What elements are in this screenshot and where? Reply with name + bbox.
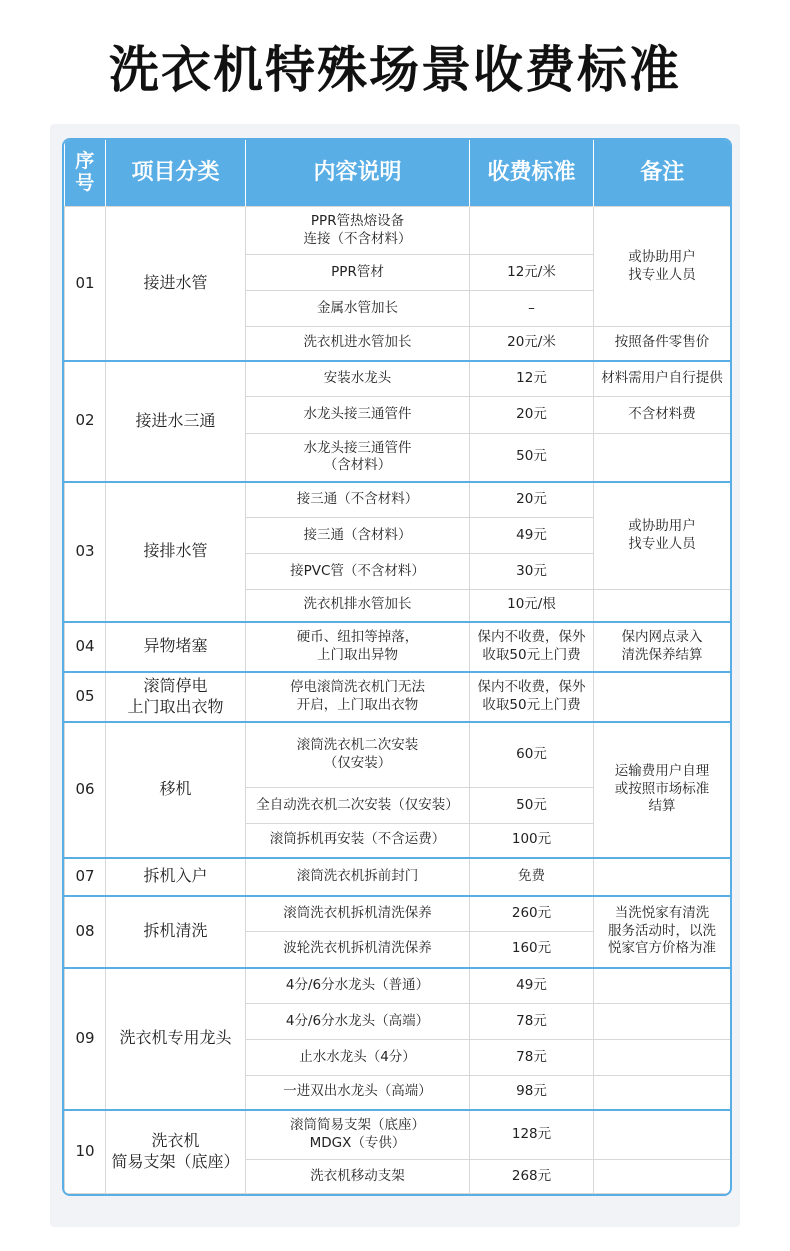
- header-category: 项目分类: [106, 140, 246, 207]
- cell-note: 不含材料费: [594, 397, 731, 434]
- cell-price: 60元: [470, 722, 594, 788]
- cell-note: [594, 1110, 731, 1160]
- cell-price: 50元: [470, 788, 594, 824]
- cell-price: 160元: [470, 932, 594, 968]
- cell-note: 运输费用户自理 或按照市场标准 结算: [594, 722, 731, 858]
- cell-seq: 09: [65, 968, 106, 1110]
- fee-table-container: [62, 138, 732, 1196]
- cell-category: 移机: [106, 722, 246, 858]
- header-price: 收费标准: [470, 140, 594, 207]
- cell-price: 78元: [470, 1040, 594, 1076]
- cell-price: –: [470, 291, 594, 327]
- cell-content: 硬币、纽扣等掉落， 上门取出异物: [246, 622, 470, 672]
- cell-seq: 01: [65, 207, 106, 361]
- cell-note: [594, 1076, 731, 1110]
- cell-price: 保内不收费，保外 收取50元上门费: [470, 672, 594, 722]
- cell-content: 一进双出水龙头（高端）: [246, 1076, 470, 1110]
- cell-content: PPR管材: [246, 255, 470, 291]
- cell-note: 当洗悦家有清洗 服务活动时，以洗 悦家官方价格为准: [594, 896, 731, 968]
- cell-content: 波轮洗衣机拆机清洗保养: [246, 932, 470, 968]
- cell-content: 安装水龙头: [246, 361, 470, 397]
- cell-content: 水龙头接三通管件 （含材料）: [246, 434, 470, 482]
- table-row: [65, 858, 731, 896]
- cell-price: 免费: [470, 858, 594, 896]
- header-seq: 序 号: [65, 140, 106, 207]
- cell-note: 或协助用户 找专业人员: [594, 207, 731, 327]
- cell-seq: 02: [65, 361, 106, 482]
- cell-content: 水龙头接三通管件: [246, 397, 470, 434]
- cell-category: 洗衣机专用龙头: [106, 968, 246, 1110]
- cell-content: PPR管热熔设备 连接（不含材料）: [246, 207, 470, 255]
- table-header-row: [65, 140, 731, 207]
- cell-price: 98元: [470, 1076, 594, 1110]
- cell-content: 洗衣机移动支架: [246, 1160, 470, 1194]
- cell-price: 100元: [470, 824, 594, 858]
- table-row: [65, 361, 731, 397]
- cell-seq: 06: [65, 722, 106, 858]
- cell-note: [594, 590, 731, 622]
- cell-price: 30元: [470, 554, 594, 590]
- cell-price: 保内不收费，保外 收取50元上门费: [470, 622, 594, 672]
- cell-price: [470, 207, 594, 255]
- cell-note: [594, 858, 731, 896]
- table-row: [65, 207, 731, 255]
- cell-note: 材料需用户自行提供: [594, 361, 731, 397]
- cell-content: 接三通（含材料）: [246, 518, 470, 554]
- cell-seq: 05: [65, 672, 106, 722]
- cell-price: 50元: [470, 434, 594, 482]
- cell-note: 按照备件零售价: [594, 327, 731, 361]
- cell-note: [594, 672, 731, 722]
- table-row: [65, 672, 731, 722]
- cell-note: 或协助用户 找专业人员: [594, 482, 731, 590]
- cell-category: 滚筒停电 上门取出衣物: [106, 672, 246, 722]
- cell-category: 接排水管: [106, 482, 246, 622]
- cell-price: 10元/根: [470, 590, 594, 622]
- table-row: [65, 622, 731, 672]
- table-row: [65, 722, 731, 788]
- cell-content: 4分/6分水龙头（普通）: [246, 968, 470, 1004]
- cell-category: 接进水三通: [106, 361, 246, 482]
- cell-content: 金属水管加长: [246, 291, 470, 327]
- cell-content: 滚筒洗衣机拆前封门: [246, 858, 470, 896]
- cell-content: 洗衣机进水管加长: [246, 327, 470, 361]
- cell-content: 停电滚筒洗衣机门无法 开启，上门取出衣物: [246, 672, 470, 722]
- cell-category: 异物堵塞: [106, 622, 246, 672]
- cell-price: 260元: [470, 896, 594, 932]
- cell-price: 128元: [470, 1110, 594, 1160]
- cell-price: 20元/米: [470, 327, 594, 361]
- cell-category: 洗衣机 简易支架（底座）: [106, 1110, 246, 1194]
- cell-category: 接进水管: [106, 207, 246, 361]
- cell-content: 滚筒拆机再安装（不含运费）: [246, 824, 470, 858]
- cell-price: 49元: [470, 968, 594, 1004]
- cell-price: 78元: [470, 1004, 594, 1040]
- cell-content: 4分/6分水龙头（高端）: [246, 1004, 470, 1040]
- cell-price: 49元: [470, 518, 594, 554]
- cell-category: 拆机入户: [106, 858, 246, 896]
- table-row: [65, 482, 731, 518]
- cell-note: [594, 1160, 731, 1194]
- cell-price: 268元: [470, 1160, 594, 1194]
- cell-content: 止水水龙头（4分）: [246, 1040, 470, 1076]
- cell-seq: 04: [65, 622, 106, 672]
- fee-table: [64, 140, 731, 1194]
- cell-content: 洗衣机排水管加长: [246, 590, 470, 622]
- cell-content: 滚筒洗衣机拆机清洗保养: [246, 896, 470, 932]
- cell-note: [594, 968, 731, 1004]
- cell-note: [594, 1040, 731, 1076]
- cell-price: 20元: [470, 482, 594, 518]
- cell-content: 滚筒简易支架（底座） MDGX（专供）: [246, 1110, 470, 1160]
- table-row: [65, 968, 731, 1004]
- cell-seq: 08: [65, 896, 106, 968]
- cell-note: 保内网点录入 清洗保养结算: [594, 622, 731, 672]
- cell-note: [594, 1004, 731, 1040]
- table-body: [65, 207, 731, 1194]
- table-row: [65, 896, 731, 932]
- table-row: [65, 1110, 731, 1160]
- cell-category: 拆机清洗: [106, 896, 246, 968]
- cell-price: 12元/米: [470, 255, 594, 291]
- cell-seq: 03: [65, 482, 106, 622]
- cell-note: [594, 434, 731, 482]
- cell-price: 20元: [470, 397, 594, 434]
- cell-content: 接PVC管（不含材料）: [246, 554, 470, 590]
- cell-content: 接三通（不含材料）: [246, 482, 470, 518]
- cell-seq: 07: [65, 858, 106, 896]
- cell-seq: 10: [65, 1110, 106, 1194]
- cell-price: 12元: [470, 361, 594, 397]
- cell-content: 滚筒洗衣机二次安装 （仅安装）: [246, 722, 470, 788]
- header-content: 内容说明: [246, 140, 470, 207]
- page-title: 洗衣机特殊场景收费标准: [109, 41, 681, 99]
- header-note: 备注: [594, 140, 731, 207]
- cell-content: 全自动洗衣机二次安装（仅安装）: [246, 788, 470, 824]
